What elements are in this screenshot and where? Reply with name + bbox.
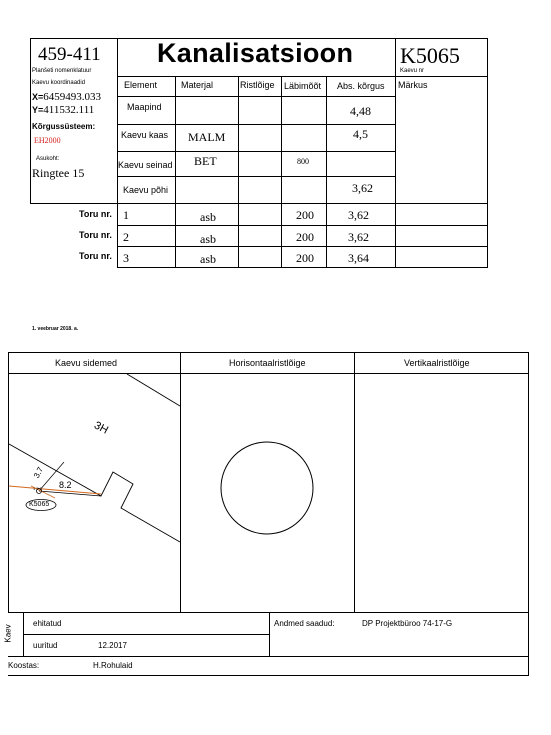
pipe-material: asb [200, 232, 216, 246]
well-number-caption: Kaevu nr [400, 68, 425, 74]
building-label: 3H [92, 419, 111, 437]
row-element-label: Kaevu kaas [121, 130, 169, 140]
pipe-elevation: 3,62 [348, 208, 369, 222]
panel-title-horizontal: Horisontaalristlõige [229, 358, 306, 368]
page-title: Kanalisatsioon [157, 38, 354, 68]
compiled-label: Koostas: [8, 661, 40, 670]
header-material: Materjal [181, 80, 214, 90]
dimension-a-label: 3.7 [31, 465, 46, 480]
pipe-material: asb [200, 252, 216, 266]
location-value: Ringtee 15 [32, 166, 85, 180]
pipe-diameter: 200 [296, 230, 314, 244]
well-label: K5065 [29, 501, 50, 508]
header-notes: Märkus [398, 80, 428, 90]
header-elevation: Abs. kõrgus [337, 81, 385, 91]
pipe-diameter: 200 [296, 208, 314, 222]
surveyed-label: uuritud [33, 641, 58, 650]
height-system-value: EH2000 [34, 136, 61, 145]
surroundings-sketch [9, 374, 180, 612]
row-element-label: Kaevu põhi [123, 185, 169, 195]
data-from-value: DP Projektbüroo 74-17-G [362, 619, 453, 628]
row-material-value: BET [194, 154, 217, 168]
document-date: 1. veebruar 2018. a. [32, 326, 79, 332]
surveyed-value: 12.2017 [98, 641, 127, 650]
panel-title-surroundings: Kaevu sidemed [55, 358, 118, 368]
header-element: Element [124, 80, 158, 90]
pipe-elevation: 3,64 [348, 251, 369, 265]
pipe-elevation: 3,62 [348, 230, 369, 244]
nomenclature: 459-411 [38, 44, 101, 65]
pipe-material: asb [200, 210, 216, 224]
y-coordinate [32, 104, 94, 116]
pipe-diameter: 200 [296, 251, 314, 265]
row-diameter-value: 800 [297, 157, 309, 166]
pipe-label: Toru nr. [79, 251, 112, 261]
row-element-label: Maapind [127, 102, 162, 112]
compiled-value: H.Rohulaid [93, 661, 133, 670]
y-label: Y= [32, 105, 44, 115]
coords-label: Kaevu koordinaadid [32, 80, 86, 86]
x-label: X= [32, 92, 44, 102]
location-label: Asukoht: [36, 156, 60, 162]
kaev-label: Kaev [3, 624, 13, 643]
x-value: 6459493.033 [43, 91, 102, 103]
pipe-label: Toru nr. [79, 230, 112, 240]
row-material-value: MALM [188, 130, 226, 144]
well-number: K5065 [400, 43, 460, 68]
row-elevation-value: 4,5 [353, 127, 368, 141]
row-elevation-value: 4,48 [350, 104, 371, 118]
height-system-label: Kõrgussüsteem: [32, 122, 96, 131]
data-from-label: Andmed saadud: [274, 619, 335, 628]
panel-title-vertical: Vertikaalristlõige [404, 358, 470, 368]
header-section: Ristlõige [240, 80, 275, 90]
row-elevation-value: 3,62 [352, 181, 373, 195]
building-outline [127, 374, 180, 406]
nomenclature-caption: Planšeti nomenklatuur [32, 68, 92, 74]
y-value: 411532.111 [43, 104, 95, 116]
pipe-number: 3 [123, 251, 129, 265]
pipe-number: 2 [123, 230, 129, 244]
pipe-number: 1 [123, 208, 129, 222]
x-coordinate [32, 91, 101, 103]
well-section-circle [221, 442, 313, 534]
row-element-label: Kaevu seinad [118, 160, 173, 170]
dimension-b-label: 8.2 [59, 480, 72, 490]
pipe-line [9, 486, 101, 494]
pipe-label: Toru nr. [79, 209, 112, 219]
header-diameter: Läbimõõt [284, 81, 322, 91]
horizontal-section-drawing [181, 374, 354, 612]
established-label: ehitatud [33, 619, 62, 628]
pipe-numbers: 1 2 3 [33, 486, 42, 491]
